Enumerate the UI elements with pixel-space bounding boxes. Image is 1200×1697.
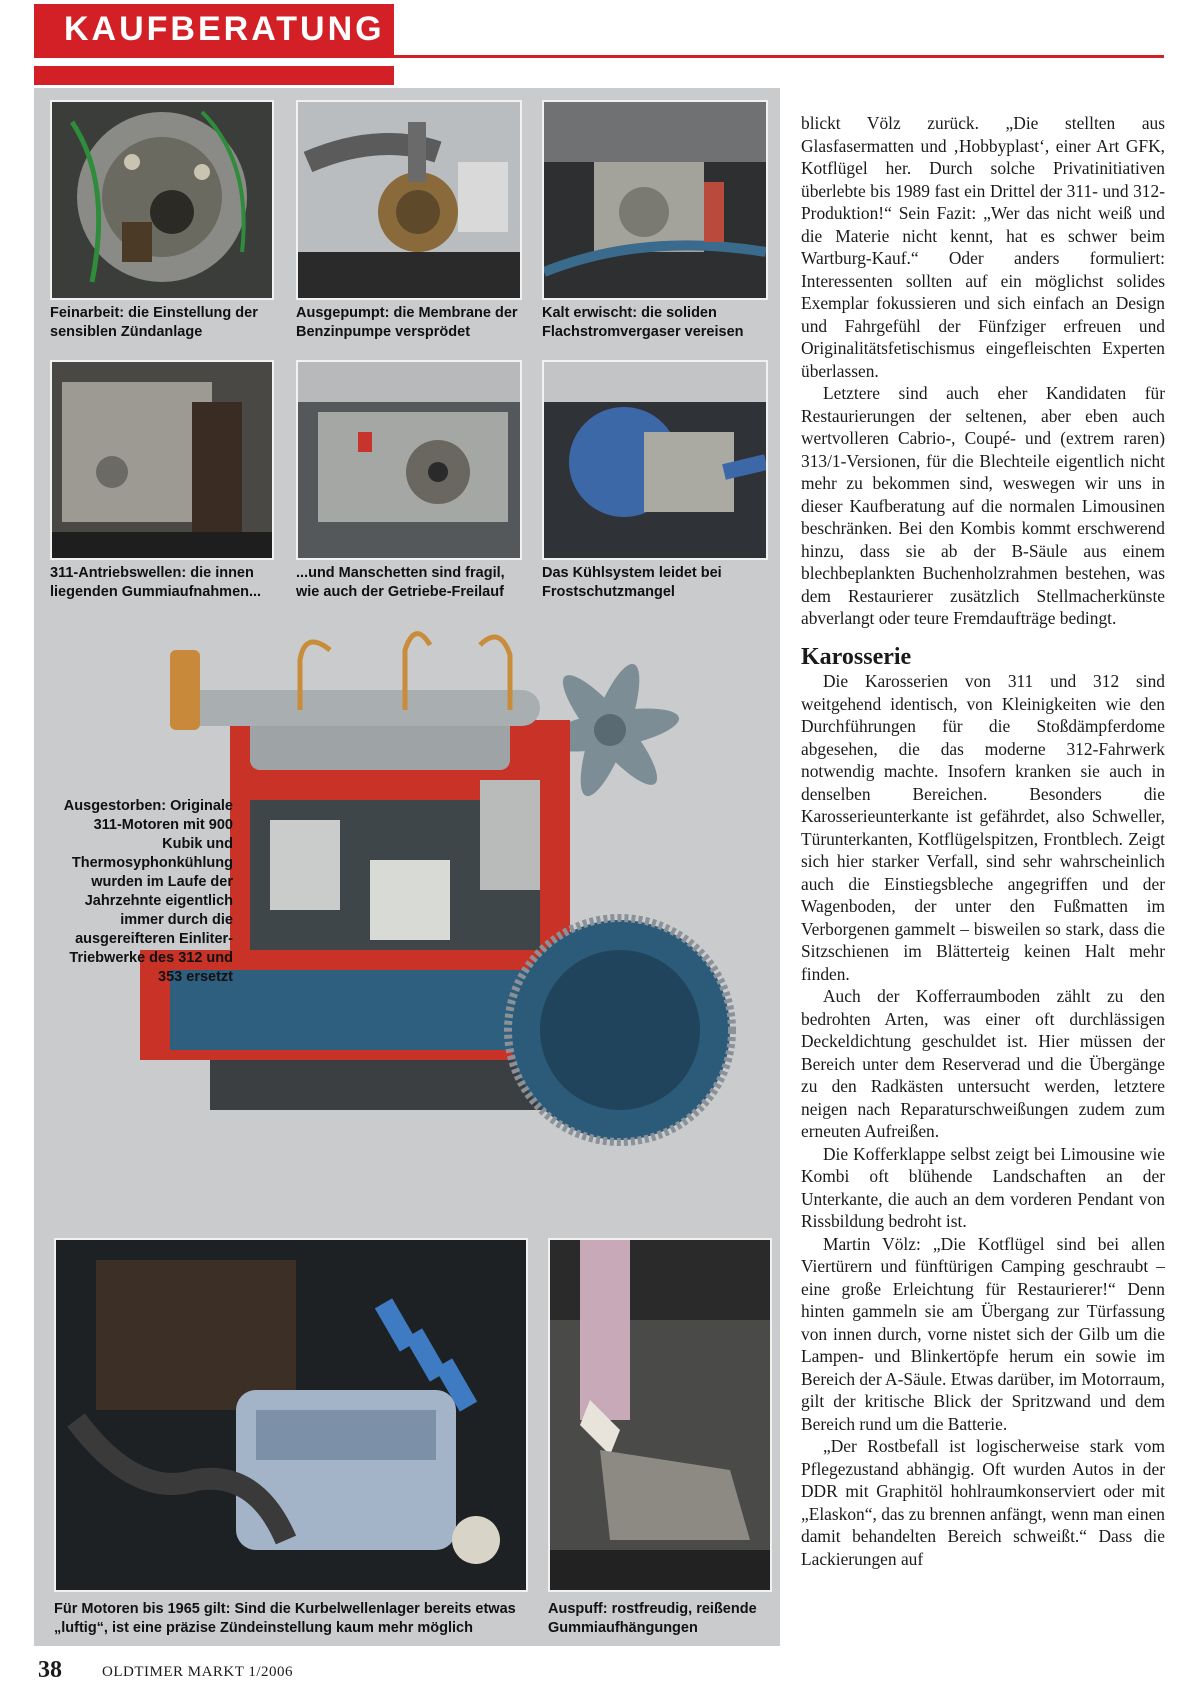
caption-cooling: Das Kühlsystem leidet bei Frostschutzmangel [542, 565, 722, 600]
article-paragraph: Letztere sind auch eher Kandidaten für Restaurierungen der seltenen, aber eben auch wertvolleren Cabrio-, Coupé- und (extrem raren) 313/1-Versionen, für die Blechteile eigentlich nicht mehr zu bekommen sind, weswegen wir uns in dieser Kaufberatung auf die normalen Limousinen beschränken. Bei den Kombis kommt erschwerend hinzu, dass sie ab der B-Säule aus einem blechbeplankten Buchenholzrahmen bestehen, was dem Restaurierer zusätzlich Stellmacherkünste abverlangt oder teure Fremdaufträge bedingt. [801, 383, 1165, 628]
photo-cooling [542, 360, 768, 560]
caption-exhaust: Auspuff: rostfreudig, reißende Gummiaufhängungen [548, 1601, 757, 1636]
page-number: 38 [38, 1657, 62, 1683]
article-paragraph: Die Karosserien von 311 und 312 sind weitgehend identisch, von Kleinigkeiten wie den Durchführungen für die Stoßdämpferdome abgesehen, die das moderne 312-Fahrwerk notwendig machte. Insofern kranken sie auch in denselben Bereichen. Besonders die Karosserieunterkante ist gefährdet, also Schweller, Türunterkanten, Kotflügelspitzen, Frontblech. Zeigt sich hier starker Verfall, sind sehr wahrscheinlich auch die Einstiegsbleche angegriffen und der Wagenboden, der unter den Fußmatten im Verborgenen gammelt – bisweilen so stark, dass die Sitzschienen im Blätterteig keinen Halt mehr finden. [801, 671, 1165, 984]
article-column [801, 112, 1165, 1570]
caption-ignition: Feinarbeit: die Einstellung der sensiblen Zündanlage [50, 305, 258, 340]
caption-drive-shafts: 311-Antriebswellen: die innen liegenden Gummiaufnahmen... [50, 565, 262, 600]
caption-carburetor: Kalt erwischt: die soliden Flachstromvergaser vereisen [542, 305, 744, 340]
article-paragraph: „Der Rostbefall ist logischerweise stark vom Pflegezustand abhängig. Oft wurden Autos in der DDR mit Graphitöl hohlraumkonserviert oder mit „Elaskon“, das zu brennen anfängt, wenn man einen damit behandelten Bereich schweißt.“ Dass die Lackierungen auf [801, 1436, 1165, 1569]
caption-gearbox: ...und Manschetten sind fragil, wie auch der Getriebe-Freilauf [296, 565, 505, 600]
photo-exhaust [548, 1238, 772, 1592]
engine-cutaway-illustration [140, 610, 760, 1210]
photo-drive-shafts [50, 360, 274, 560]
photo-fuel-pump [296, 100, 522, 300]
header-bar [34, 66, 394, 85]
header-rule [394, 55, 1164, 58]
caption-engine: Ausgestorben: Originale 311-Motoren mit 900 Kubik und Thermosyphonkühlung wurden im Laufe der Jahrzehnte eigentlich immer durch die ausgereifteren Einliter-Triebwerke des 312 und 353 ersetzt [63, 798, 233, 985]
section-heading: Karosserie [801, 643, 912, 670]
photo-gearbox [296, 360, 522, 560]
caption-fuel-pump: Ausgepumpt: die Membrane der Benzinpumpe versprödet [296, 305, 518, 340]
photo-carburetor [542, 100, 768, 300]
photo-ignition [50, 100, 274, 300]
article-paragraph: Martin Völz: „Die Kotflügel sind bei allen Viertürern und fünftürigen Camping geschraubt – eine große Erleichtung für Restaurierer!“ Denn hinten gammeln sie am Übergang zur Türfassung von innen durch, vorne nistet sich der Gilb um die Lampen- und Blinkertöpfe herum ein sowie im Bereich der A-Säule. Etwas darüber, im Motorraum, gilt der kritische Blick der Spritzwand und dem Bereich rund um die Batterie. [801, 1233, 1165, 1434]
magazine-issue: OLDTIMER MARKT 1/2006 [102, 1664, 294, 1680]
article-paragraph: Die Kofferklappe selbst zeigt bei Limousine wie Kombi oft blühende Landschaften an der Unterkante, die auch an dem vorderen Pendant von Rissbildung bedroht ist. [801, 1143, 1165, 1231]
section-title: KAUFBERATUNG [64, 10, 385, 48]
article-paragraph: blickt Völz zurück. „Die stellten aus Glasfasermatten und ‚Hobbyplast‘, einer Art GFK, Kotflügel her. Durch solche Privatinitiativen überlebte bis 1989 fast ein Drittel der 311- und 312-Produktion!“ Sein Fazit: „Wer das nicht weiß und die Materie nicht kennt, hat es schwer beim Wartburg-Kauf.“ Oder anders formuliert: Interessenten sollten auf ein möglichst solides Exemplar fokussieren und sich einfach an Design und Fahrgefühl der Fünfziger erfreuen und Originalitätsfetischismus eingefleischten Experten überlassen. [801, 113, 1165, 381]
article-paragraph: Auch der Kofferraumboden zählt zu den bedrohten Arten, was einer oft durchlässigen Deckeldichtung geschuldet ist. Hier müssen der Bereich unter dem Reserverad und die Übergänge zu den Radkästen untersucht werden, letztere neigen nach Reparaturschweißungen zudem zum erneuten Aufreißen. [801, 986, 1165, 1141]
caption-engine-bay: Für Motoren bis 1965 gilt: Sind die Kurbelwellenlager bereits etwas „luftig“, ist eine präzise Zündeinstellung kaum mehr möglich [54, 1601, 516, 1636]
photo-engine-bay [54, 1238, 528, 1592]
